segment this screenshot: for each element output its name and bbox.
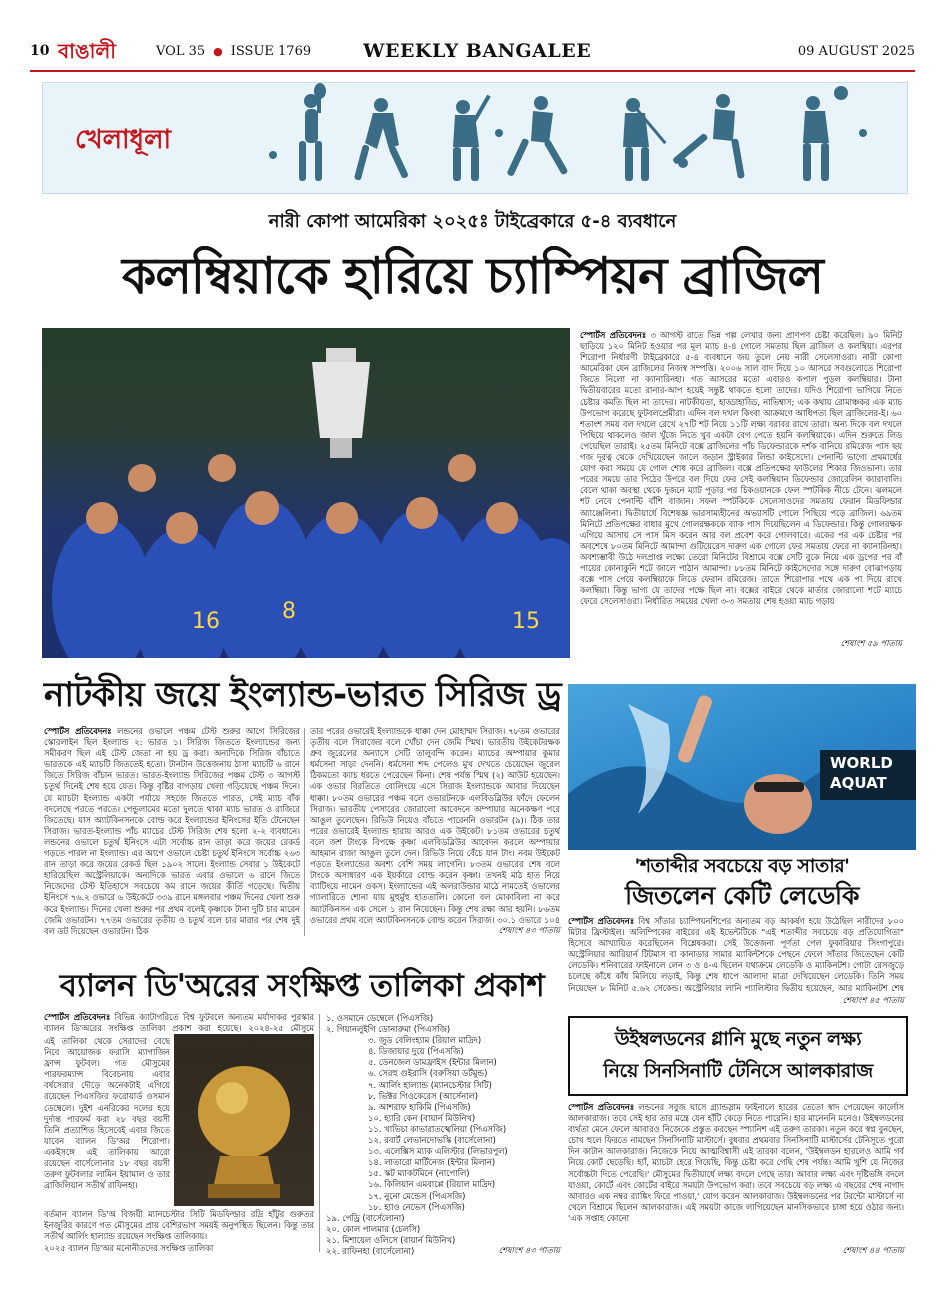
trophy-icon bbox=[312, 348, 370, 458]
bullet-icon: ● bbox=[213, 44, 223, 58]
masthead bbox=[30, 36, 915, 66]
nominee-item: ১২. রবার্ট লেভানদোভস্কি (বার্সেলোনা) bbox=[368, 1135, 496, 1146]
runner-silhouette-icon bbox=[506, 96, 568, 177]
ballon-continued: শেষাংশ ৪৩ পাতায় bbox=[498, 1245, 560, 1255]
alcaraz-byline: স্পোর্টস প্রতিবেদনঃ bbox=[568, 1102, 635, 1112]
nominee-item: ৬. সেরহু গুইরাসি (বরুসিয়া ডর্টমুন্ড) bbox=[368, 1068, 488, 1079]
england-col-1-text: লন্ডনের ওভালে পঞ্চম টেস্ট শুরুর আগে সিরিজের স্কোরলাইন ছিল ইংল্যান্ড ২: ভারত ১। সিরিজ জিততে ইংল্যান্ডের জন্য সমীকরণ ছিল এই টেস্ট জেতা না হয় ড্র করা। অন্যদিকে সিরিজ বাঁচাতে ভারতকে এই ম্যাচটি জিততেই হতো। টানটান উত্তেজনায় ঠাসা ম্যাচটি ৬ রানে জিতে সিরিজ বাঁচান ভারত। ভারত-ইংল্যান্ড সিরিজের পঞ্চম টেস্ট ৩ আগস্ট চতুর্থ দিনেই শেষ হয়ে যেত। কিন্তু বৃষ্টির বাগড়ায় খেলা গড়িয়েছে পঞ্চম দিনে। যে ম্যাচটা ইংল্যান্ড একটা পর্যায়ে সহজে জিততে পারত, সেই ম্যাচ বাঁক বদলেছে পরতে পরতে। পেন্ডুলামের মতো দুলতে থাকা ম্যাচ ভারত ও রাজিরে জিতেছে। যাস অ্যাটকিনসনকে বোল্ড করে ইংল্যান্ডের ইনিংসের ইতি টেনেছেন সিরাজ। ভারত-ইংল্যান্ড পাঁচ ম্যাচের টেস্ট সিরিজ শেষ হলো ২-২ ব্যবধানে। লন্ডনের ওভালে চতুর্থ ইনিংসে এটা সর্বোচ্চ রান তাড়া করে জয়ের রেকর্ড গড়তে পারল না ইংল্যান্ড। এর আগে ওভালে চেষ্টা চতুর্থ ইনিংসে সর্বোচ্চ ২৬৩ রান তাড়া করে জয়ের রেকর্ড ছিল ১৯০২ সালে। ইংল্যান্ড সেবার ১ উইকেটে হারিয়েছিল অস্ট্রেলিয়াকে। অন্যদিকে ভারত এবার ওভালে ৬ রানে জিতে নিজেদের টেস্ট ইতিহাসে সবচেয়ে কম রানে জয়ের কীর্তি গড়েছে। দ্বিতীয় ইনিংসে ৭৬.২ ওভারে ৬ উইকেটে ৩৩৯ রানে মঙ্গলবার পঞ্চম দিনের খেলা শুরু করে ইংল্যান্ড। দিনের খেলা শুরুর পর প্রথম বলেই কৃষ্ণাকে টানা দুটি চার মারেন জেমি ওভারটন। ৭৭তম ওভারের তৃতীয় ও চতুর্থ বলে চার মারার পর শেষ দুই বল ডট দিয়েছেন ওভারটন। ঠিক bbox=[44, 726, 300, 936]
england-col-2-text: তার পরের ওভারেই ইংল্যান্ডকে ধাক্কা দেন মোহাম্মদ সিরাজ। ৭৮তম ওভারের তৃতীয় বলে সিরাজের বলে খোঁচা দেন জেমি স্মিথ। ভারতীয় উইকেটরক্ষক ধ্রুব জুরেলের অন্যাসে সেটি তালুবন্দি করেন। ম্যাচের অম্পায়ার কুমার ধর্মসেনা সাড়া দেননি। ধর্মসেনা শব্দ পেলেও মুখ দেখতে চেয়েছেন জুরেল ঠিকমতো ক্যাচ ধরতে পেরেছেন কিনা। শেষ পর্যন্ত স্মিথ (২) আউট হয়েছেন। এক ওভার বিরতিতে বোলিংয়ে এসে সিরাজ ইংল্যান্ডকে আবার দিয়েছেন ধাক্কা। ৮০তম ওভারের পঞ্চম বলে ওভারটনকে এলবিডব্লিউর ফাঁদে ফেলেন সিরাজ। ভারতীয় পেসারের জোরালো আবেদনে অম্পায়ার অনেকক্ষণ পরে আঙুল তুলেছেন। রিভিউ নিয়েও বাঁচতে পারেননি ওভারটন (৯)। ঠিক তার পরের ওভারেই ইংল্যান্ড হারায় আরও এক উইকেট। ৮১তম ওভারের চতুর্থ বলে জশ টাংকে বিপক্ষে কৃষ্ণা এলবিডব্লিউর আবেদন করলে অম্পায়ার আহমান রাজা আঙুল তুলে দেন। রিভিউ নিয়ে বেঁচে যান টাং। নবম উইকেট পড়তে ইংল্যান্ডের অবশ্য বেশি সময় লাগেনি। ৮৩তম ওভারের শেষ বলে টাংকে অসাধারণ এক ইয়র্কারে বোল্ড করেন কৃষ্ণা। তখনই মাঠ হাত নিয়ে ব্যাটিংয়ে নামেন ওকস। ইংল্যান্ডের এই অলরাউন্ডার মাঠে নামতেই ওভালের গ্যালারিতে শোনা যায় মুহুর্মুহু হাততালি। কোনো বল মোকাবিলা না করে অ্যাটকিনসন এক সেলে ১ রান নিয়েছেন। কিন্তু শেষ রক্ষা আর হয়নি। ৮৬তম ওভারের প্রথম বলে অ্যাটকিনসনকে বোল্ড করেন সিরাজ। ৩০.১ ওভারে ১০৪ bbox=[310, 726, 560, 925]
ballon-left-text: এই তালিকা থেকে সেরাদের বেছে নিবে আয়োজক ফরাসি ম্যাগাজিন ফ্রান্স ফুটবল। গত মৌসুমের পারফরম্যান্স বিবেচনায় এবার বর্ষসেরার দৌড়ে অনেকটাই এগিয়ে রয়েছেন পিএসজির ফরোয়ার্ড ওসমান ডেম্বেলে। দুইশ এনরিকের দলের হয়ে দুর্দান্ত পারফর্ম করা ২৮ বছর বয়সী তিনি প্রত্যাশিত হিসেবেই এবার জিতে যাবেন ব্যালন ডি'অর শিরোপা। একইসঙ্গে এই তালিকায় আরো রয়েছেন বার্সেলোনার ১৮ বছর বয়সী তরুণ ফুটবলার লামিন ইয়ামাল ও তার ব্রাজিলিয়ান সতীর্থ রাফিনহা। bbox=[44, 1036, 170, 1191]
lead-body-text: ৩ আগস্ট রাতে ভিন্ন গল্প লেখার জন্য প্রাণপণ চেষ্টা করেছিল। ৯০ মিনিট ছাড়িয়ে ১২০ মিনিট হওয়ার পর মূল ম্যাচ ৪-৪ গোলে সমতায় ছিল ব্রাজিল ও কলম্বিয়া। এরপর শিরোপা নির্ধারণী টাইব্রেকারে ৫-৪ ব্যবধানে জয় তুলে নেয় নারী সেলেসাওরা। নারী কোপা আমেরিকা যেন ব্রাজিলের নিজস্ব সম্পত্তি। ২০০৬ সাল বাদ দিয়ে ১০ আসরে সবগুলোতে শিরোপা জিতে নিলো না ক্যানারিনহা। গত আসরের মতো এবারও কপাল পুড়ল কলম্বিয়ার। টানা দ্বিতীয়বারের মতো রানার-আপ হয়েই সন্তুষ্ট থাকতে হলো তাদের। যদিও শিরোপা ভাগিয়ে নিতে চেষ্টার কমতি ছিল না তাদের। নাটকীয়তা, হাড্ডাহাড্ডি, নাভিশ্বাস; এক কথায় রোমাঞ্চকর এক ম্যাচ উপভোগ করেছে ফুটবলপ্রেমীরা। এদিন বল দখল কিংবা আক্রমণে আধিপত্য ছিল ব্রাজিলের-ই। ৬০ শতাংশ সময় বল দখলে রেখে ২৭টি শট নিয়ে ১১টি লক্ষ্য বরাবর রাখে তারা। অন্য দিকে বল দখলে পিছিয়ে থাকলেও জাল খুঁজে নিতে খুব একটা বেগ পেতে হয়নি কলম্বিয়াকে। এদিন শুরুতে লিড পেয়েছিল তারাই। ২৫তম মিনিটে বক্সে ব্রাজিলের পাঁচ ডিফেন্ডারকে দর্শক বানিয়ে রমিরেজ পাস ছয় গজ দূরত্ব থেকে দেখিয়েছেন জালে জড়ান স্ট্রাইকার লিন্ডা কাইসেদো। পেনাল্টি ভাগ্যে প্রথমার্ধের যোগ করা সময়ে যে গোল শোধ করে ব্রাজিল। বক্সে প্রতিপক্ষের ফাউলের শিকার জিওভানা। তার পরের সময়ে তার পিঠের উপরে বল দিয়ে ফের সেই কলম্বিয়ান ডিফেন্ডার জোরেলিন ক্যারাবালি। বেলে থাকা অবস্থা থেকে দুজনে ম্যাট পূড়ার পর চিকওয়ানকে ফেল স্পটকিক নীচে টেনে। ঝলমলে শট নেবে পেনাল্টি বাঁশি বাজান। সফল স্পটকিকে সেলেসাওদের সমতায় ফেরান মিডফিল্ডার অ্যাঞ্জেলিনা। দ্বিতীয়ার্ধে বিশেষজ্ঞ ভারসাম্যহীনের অভ্যাসটি গোলে পিছিয়ে পড়ে ব্রাজিল। ৬৯তম মিনিটে প্রতিপক্ষের বাধার মুখে গোলরক্ষককে ব্যাক পাস দিয়েছিলেন এ ডিফেন্ডার। কিন্তু গোলরক্ষক এগিয়ে আসায় সে পাস মিস করেন আর বল প্রবেশ করে গোলবারে। একের পর এক চেষ্টার পর অবশেষে ৮০তম মিনিটে আমান্দা গুটিয়েরেস দারুণ এক গোলে ফের সমতায় ফেরে না ক্যানারিনহা। অবশ্যম্ভাবী উঠে দলপ্রাপ্ত লক্ষ্যে তেরো মিনিটের বিশ্রামে বক্সে সেটি বুকে নিয়ে এক ড্রপের পর বাঁ পায়ের কোনাকুনি শটে জালে পাঠান আমান্দা। ৮৮তম মিনিটে কাইসেদোর সঙ্গে দারুণ বোঝাপড়ায় বক্সে পাস পেয়ে কলম্বিয়াকে লিডে ফেরান রমিরেজ। তাতে শিরোপার পথে এক পা দিয়ে রাখে কলম্বিয়া। কিন্তু ভাগ্য যে তাদের পক্ষে ছিল না। বক্সের বাইরে থেকে মার্তার জোরালো শটে ম্যাচে ফেরে সেলেসাওরা। নির্ধারিত সময়ের খেলা ৩-৩ সমতায় শেষ হওয়া ম্যাচ গড়ায় bbox=[580, 330, 902, 607]
svg-text:8: 8 bbox=[282, 599, 296, 624]
lead-headline: কলম্বিয়াকে হারিয়ে চ্যাম্পিয়ন ব্রাজিল bbox=[122, 247, 823, 305]
nominee-item: ১. ওসমানে ডেম্বেলে (পিএসজি) bbox=[326, 1013, 434, 1023]
ledecky-swimming-photo bbox=[568, 684, 916, 850]
nominee-item: ৮. ভিক্টর গিওকেরেস (আর্সেনাল) bbox=[368, 1090, 479, 1101]
ballon-bottom-body: বর্তমান ব্যালন ডি'অ বিজয়ী ম্যানচেস্টার সিটি মিডফিল্ডার রদ্রি হাঁটুর গুরুতর ইনজুরির কারণে গত মৌসুমের প্রায় বেশিরভাগ সময়ই অনুপস্থিত ছিলেন। কিন্তু তার সতীর্থ আর্লিং হাল্যান্ড রয়েছেন সংক্ষিপ্ত তালিকায়। bbox=[44, 1209, 314, 1242]
svg-text:16: 16 bbox=[192, 609, 220, 634]
golfer-silhouette-icon bbox=[623, 98, 666, 181]
nominee-item: ২. গিয়ানলুইগি ডোনারুমা (পিএসজি) bbox=[326, 1024, 451, 1035]
nominee-item: ৩. জুড বেলিংহ্যাম (রিয়াল মাদ্রিদ) bbox=[368, 1035, 482, 1046]
svg-text:15: 15 bbox=[512, 609, 540, 634]
england-col-1 bbox=[44, 726, 300, 938]
nominee-item: ১৯. পেড্রি (বার্সেলোনা) bbox=[326, 1212, 405, 1223]
lead-continued: শেষাংশ ৫৯ পাতায় bbox=[840, 638, 902, 648]
nominee-item: ১৪. লাতারো মার্টিনেজ (ইন্টার মিলান) bbox=[368, 1157, 496, 1168]
nominee-item: ২২. রাফিনহা (বার্সেলোনা) bbox=[326, 1245, 415, 1256]
nominee-item: ৫. ডেনজেল ডামফ্রাইস (ইন্টার মিলান) bbox=[368, 1057, 497, 1068]
football-player-silhouette-icon bbox=[354, 98, 409, 181]
alcaraz-body-text: লন্ডনের সবুজ ঘাসে গ্র্যান্ডস্লাম ফাইনালে হারের তেতো স্বাদ পেয়েছেন কার্লোস আলকারাজ। তবে সেই হার তার মন্ত্রে যেন হাঁটি কেড়ে নিতে পারেনি। হার মানেননি মনেও। উইম্বলডনের ব্যর্থতা মেনে ফেলে আবারও নিজেকে প্রস্তুত করছেন স্প্যানিশ এই তরুণ তারকা। নতুন করে স্বপ্ন বুনছেন, চোখ হুলে ফিরতে নামছেন সিনসিনাটি মাস্টার্সে। বুধবার প্রথমবার সিনসিনাটি মাস্টার্সের টেনিসূতে পুরো দিন কাটান আলকারাজ। নিজেকে নিয়ে আত্মবিশ্বাসী এই তারকা বলেন, 'উইম্বলডন হারলেও আমি গর্ব নিয়ে কোর্ট ছেড়েছি। হ্যাঁ, ম্যাচটা হেরে গিয়েছি, কিন্তু চেষ্টা করে গেছি শেষ পর্যন্ত। আমি খুশি যে নিজের সর্বোচ্চটা দিতে পেরেছি।' মৌসুমের দ্বিতীয়ার্ধে লক্ষ্য বদলে গেছে তার। আবার লক্ষ্য এবং দৃষ্টিভঙ্গি বদলে যাওয়া, কোর্টে এবং কোর্টের বাইরে সময়টা উপভোগ করা। তবে সবচেয়ে বড় লক্ষ্য এ বছরের শেষ নাগাদ আবারও এক নম্বর র‌্যাঙ্কিং ফিরে পাওয়া,' যোগ করেন আলকারাজ। উইম্বলডনের পর টরন্টো মাস্টার্সে না খেলে বিশ্রামে ছিলেন আলকারাজ। এই সময়টা কাজে লাগিয়েছেন মানসিকভাবে চাঙ্গা হয়ে ওঠার জন্য। 'এক সপ্তাহ কোনো bbox=[568, 1102, 904, 1223]
brazil-team-celebration-photo bbox=[42, 328, 570, 658]
world-aquatics-banner-line2: AQUAT bbox=[830, 774, 887, 792]
england-byline: স্পোর্টস প্রতিবেদনঃ bbox=[44, 726, 112, 736]
lead-byline: স্পোর্টস প্রতিবেদনঃ bbox=[580, 330, 647, 340]
tennis-player-silhouette-icon bbox=[299, 83, 326, 181]
nominee-item: ২০. কোল পালমার (চেলসি) bbox=[326, 1223, 421, 1234]
ballon-dor-trophy-photo bbox=[174, 1034, 314, 1206]
ledecky-body-text: বিশ্ব সাঁতার চ্যাম্পিয়নশিপের অন্যতম বড় আকর্ষণ হয়ে উঠেছিল নারীদের ৮০০ মিটার ফ্রিস্টাইল। অলিম্পিকের বাইরের এই ইভেন্টটিকে "এই শতাব্দীর সবচেয়ে বড় প্রতিযোগিতা" হিসেবে আখ্যায়িত করেছিলেন বিশ্লেষকরা। সেই উত্তেজনা পূর্ণতা পেল ফুকারিয়ার সিংগাপুরে। অস্ট্রেলিয়ার আরিয়ার্ন টিটমাস বা কানাডার সামার ম্যাকিন্টশকে পেছনে ফেলে সাঁতার জিতেছেন কেটি লেডেকি। শনিবারের ফাইনালে লেন ৩ ও ৪-এ ছিলেন যথাক্রমে লেডেকি ও ম্যাকিনটশ। গোটা রেসজুড়ে চলেছে কাঁধে কাঁধ মিলিয়ে লড়াই, কিন্তু শেষ ধাপে আলাদা মাত্রা দেখিয়েছেন লেডেকি। তিনি সময় নিয়েছেন ৮ মিনিট ৫.৬২ সেকেন্ড। অস্ট্রেলিয়ার লানি প্যালিস্টার দ্বিতীয় হয়েছেন, আর ম্যাকিনটশ শেষ bbox=[568, 916, 904, 993]
ledecky-continued: শেষাংশ ৪৫ পাতায় bbox=[842, 995, 904, 1005]
ballon-bottom-text bbox=[44, 1209, 314, 1243]
swimmer-illustration bbox=[568, 684, 916, 850]
nominee-item: ১১. খাভিচা কাভারাতস্খেলিয়া (পিএসজি) bbox=[368, 1123, 507, 1134]
header-divider bbox=[30, 70, 915, 72]
section-label: খেলাধূলা bbox=[75, 125, 172, 155]
ballon-intro-text: বিভিন্ন ক্যাটাগরিতে বিশ্ব ফুটবলে অন্যতম মর্যাদাকর পুরস্কার ব্যালন ডি'অরের সংক্ষিপ্ত তালিকা প্রকাশ করা হয়েছে। ২০২৪-২৫ মৌসুমে bbox=[44, 1012, 314, 1034]
england-col-2 bbox=[310, 726, 560, 926]
nominee-item: ১৮. হ্যাও নেভেস (পিএসজি) bbox=[368, 1201, 465, 1212]
sports-silhouettes bbox=[43, 83, 907, 193]
column-rule-ballon bbox=[319, 1014, 320, 1252]
volume-label: VOL 35 bbox=[156, 43, 206, 59]
alcaraz-headline-box bbox=[568, 1016, 908, 1096]
issue-label: ISSUE 1769 bbox=[230, 43, 312, 59]
ballon-byline: স্পোর্টস প্রতিবেদনঃ bbox=[44, 1012, 111, 1022]
ballon-left-column bbox=[44, 1036, 170, 1208]
nominee-item: ৭. আর্লিং হাল্যান্ড (ম্যানচেস্টার সিটি) bbox=[368, 1079, 492, 1090]
ledecky-headline-line2: জিতলেন কেটি লেডেকি bbox=[624, 881, 860, 910]
lead-story-body bbox=[580, 330, 902, 636]
nominee-item: ১৫. স্কট ম্যাকটমিনে (নাপোলি) bbox=[368, 1168, 470, 1179]
page-number: 10 bbox=[30, 43, 50, 59]
alcaraz-headline-line1: উইম্বলডনের গ্লানি মুছে নতুন লক্ষ্য bbox=[614, 1028, 862, 1050]
basketball-player-silhouette-icon bbox=[803, 86, 848, 181]
column-rule bbox=[304, 728, 305, 936]
ballon-list-caption bbox=[44, 1243, 314, 1255]
sports-section-banner bbox=[42, 82, 908, 194]
nominee-item: ৯. আশরাফ হাকিমি (পিএসজি) bbox=[368, 1101, 471, 1112]
celebration-illustration bbox=[42, 328, 570, 658]
lead-kicker: নারী কোপা আমেরিকা ২০২৫ঃ টাইব্রেকারে ৫-৪ ব্যবধানে bbox=[268, 211, 677, 232]
nominee-item: ১৩. এলেক্সিস ম্যাক এলিস্টার (লিভারপুল) bbox=[368, 1146, 508, 1157]
nominee-item: ২১. মিশায়েল ওলিসে (বায়ার্ন মিউনিখ) bbox=[326, 1234, 456, 1245]
nominee-item: ১৭. নুনো মেন্ডেস (পিএসজি) bbox=[368, 1190, 466, 1201]
england-continued: শেষাংশ ৪৩ পাতায় bbox=[498, 925, 560, 935]
issue-date: 09 AUGUST 2025 bbox=[797, 43, 915, 59]
golden-ball-illustration bbox=[174, 1034, 314, 1206]
ledecky-byline: স্পোর্টস প্রতিবেদনঃ bbox=[568, 916, 635, 926]
publication-title: WEEKLY BANGALEE bbox=[363, 40, 592, 62]
alcaraz-story-body bbox=[568, 1102, 904, 1244]
ballon-intro bbox=[44, 1012, 314, 1034]
ledecky-headline-line1: 'শতাব্দীর সবচেয়ে বড় সাতার' bbox=[634, 855, 850, 877]
ballon-nominee-list bbox=[326, 1013, 560, 1257]
world-aquatics-banner-line1: WORLD bbox=[830, 754, 893, 772]
nominee-item: ১০. হ্যারি কেন (বায়ার্ন মিউনিখ) bbox=[368, 1112, 476, 1123]
newspaper-logo: বাঙালী bbox=[58, 39, 117, 63]
ballon-list-caption-text: ২০২৫ ব্যালন ডি'অর মনোনীতদের সংক্ষিপ্ত তালিকা bbox=[44, 1243, 214, 1253]
cricket-player-silhouette-icon bbox=[453, 95, 491, 181]
nominee-item: ১৬. কিলিয়ান এমবাপ্পে (রিয়াল মাদ্রিদ) bbox=[368, 1179, 496, 1190]
england-headline: নাটকীয় জয়ে ইংল্যান্ড-ভারত সিরিজ ড্র bbox=[44, 675, 562, 715]
alcaraz-headline-line2: নিয়ে সিনসিনাটি টেনিসে আলকারাজ bbox=[603, 1060, 873, 1082]
ballon-headline: ব্যালন ডি'অরের সংক্ষিপ্ত তালিকা প্রকাশ bbox=[59, 968, 545, 1004]
ledecky-story-body bbox=[568, 916, 904, 994]
alcaraz-continued: শেষাংশ ৪৪ পাতায় bbox=[842, 1245, 904, 1255]
nominee-item: ৪. ডিজায়ার দুয়ে (পিএসজি) bbox=[368, 1046, 464, 1057]
